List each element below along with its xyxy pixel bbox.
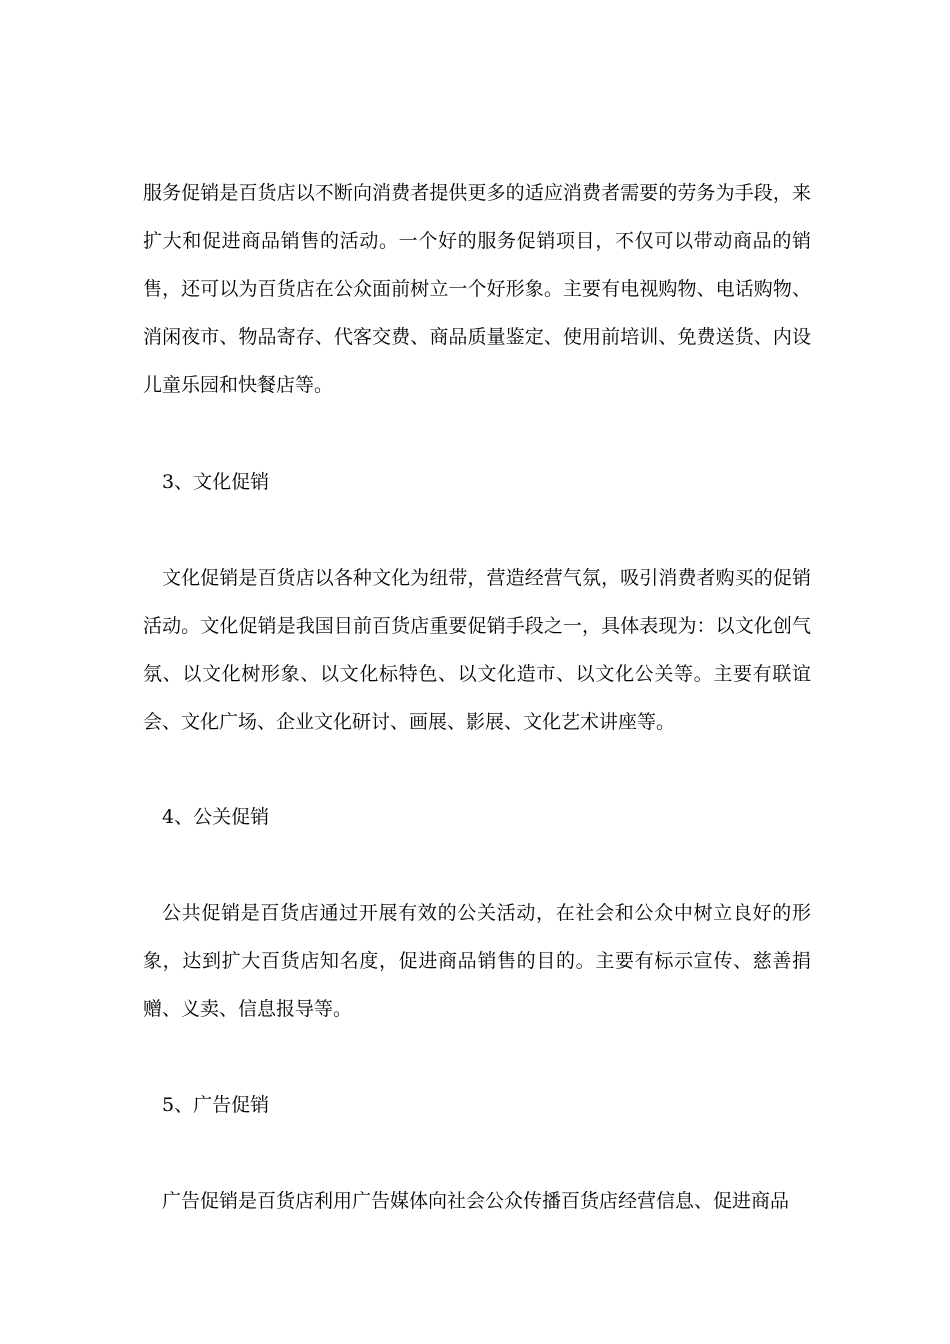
paragraph-culture-promotion: 文化促销是百货店以各种文化为纽带，营造经营气氛，吸引消费者购买的促销活动。文化促销是我国目前百货店重要促销手段之一，具体表现为：以文化创气氛、以文化树形象、以文化标特色、以文化造市、以文化公关等。主要有联谊会、文化广场、企业文化研讨、画展、影展、文化艺术讲座等。 (143, 567, 811, 733)
heading-ad-promotion: 5、广告促销 (162, 1094, 270, 1116)
paragraph-service-promotion: 服务促销是百货店以不断向消费者提供更多的适应消费者需要的劳务为手段，来扩大和促进商品销售的活动。一个好的服务促销项目，不仅可以带动商品的销售，还可以为百货店在公众面前树立一个好形象。主要有电视购物、电话购物、消闲夜市、物品寄存、代客交费、商品质量鉴定、使用前培训、免费送货、内设儿童乐园和快餐店等。 (143, 182, 811, 396)
heading-pr-promotion: 4、公关促销 (162, 806, 270, 828)
paragraph-pr-promotion: 公共促销是百货店通过开展有效的公关活动，在社会和公众中树立良好的形象，达到扩大百货店知名度，促进商品销售的目的。主要有标示宣传、慈善捐赠、义卖、信息报导等。 (143, 902, 811, 1020)
paragraph-ad-promotion: 广告促销是百货店利用广告媒体向社会公众传播百货店经营信息、促进商品 (162, 1190, 790, 1212)
heading-culture-promotion: 3、文化促销 (162, 471, 270, 493)
